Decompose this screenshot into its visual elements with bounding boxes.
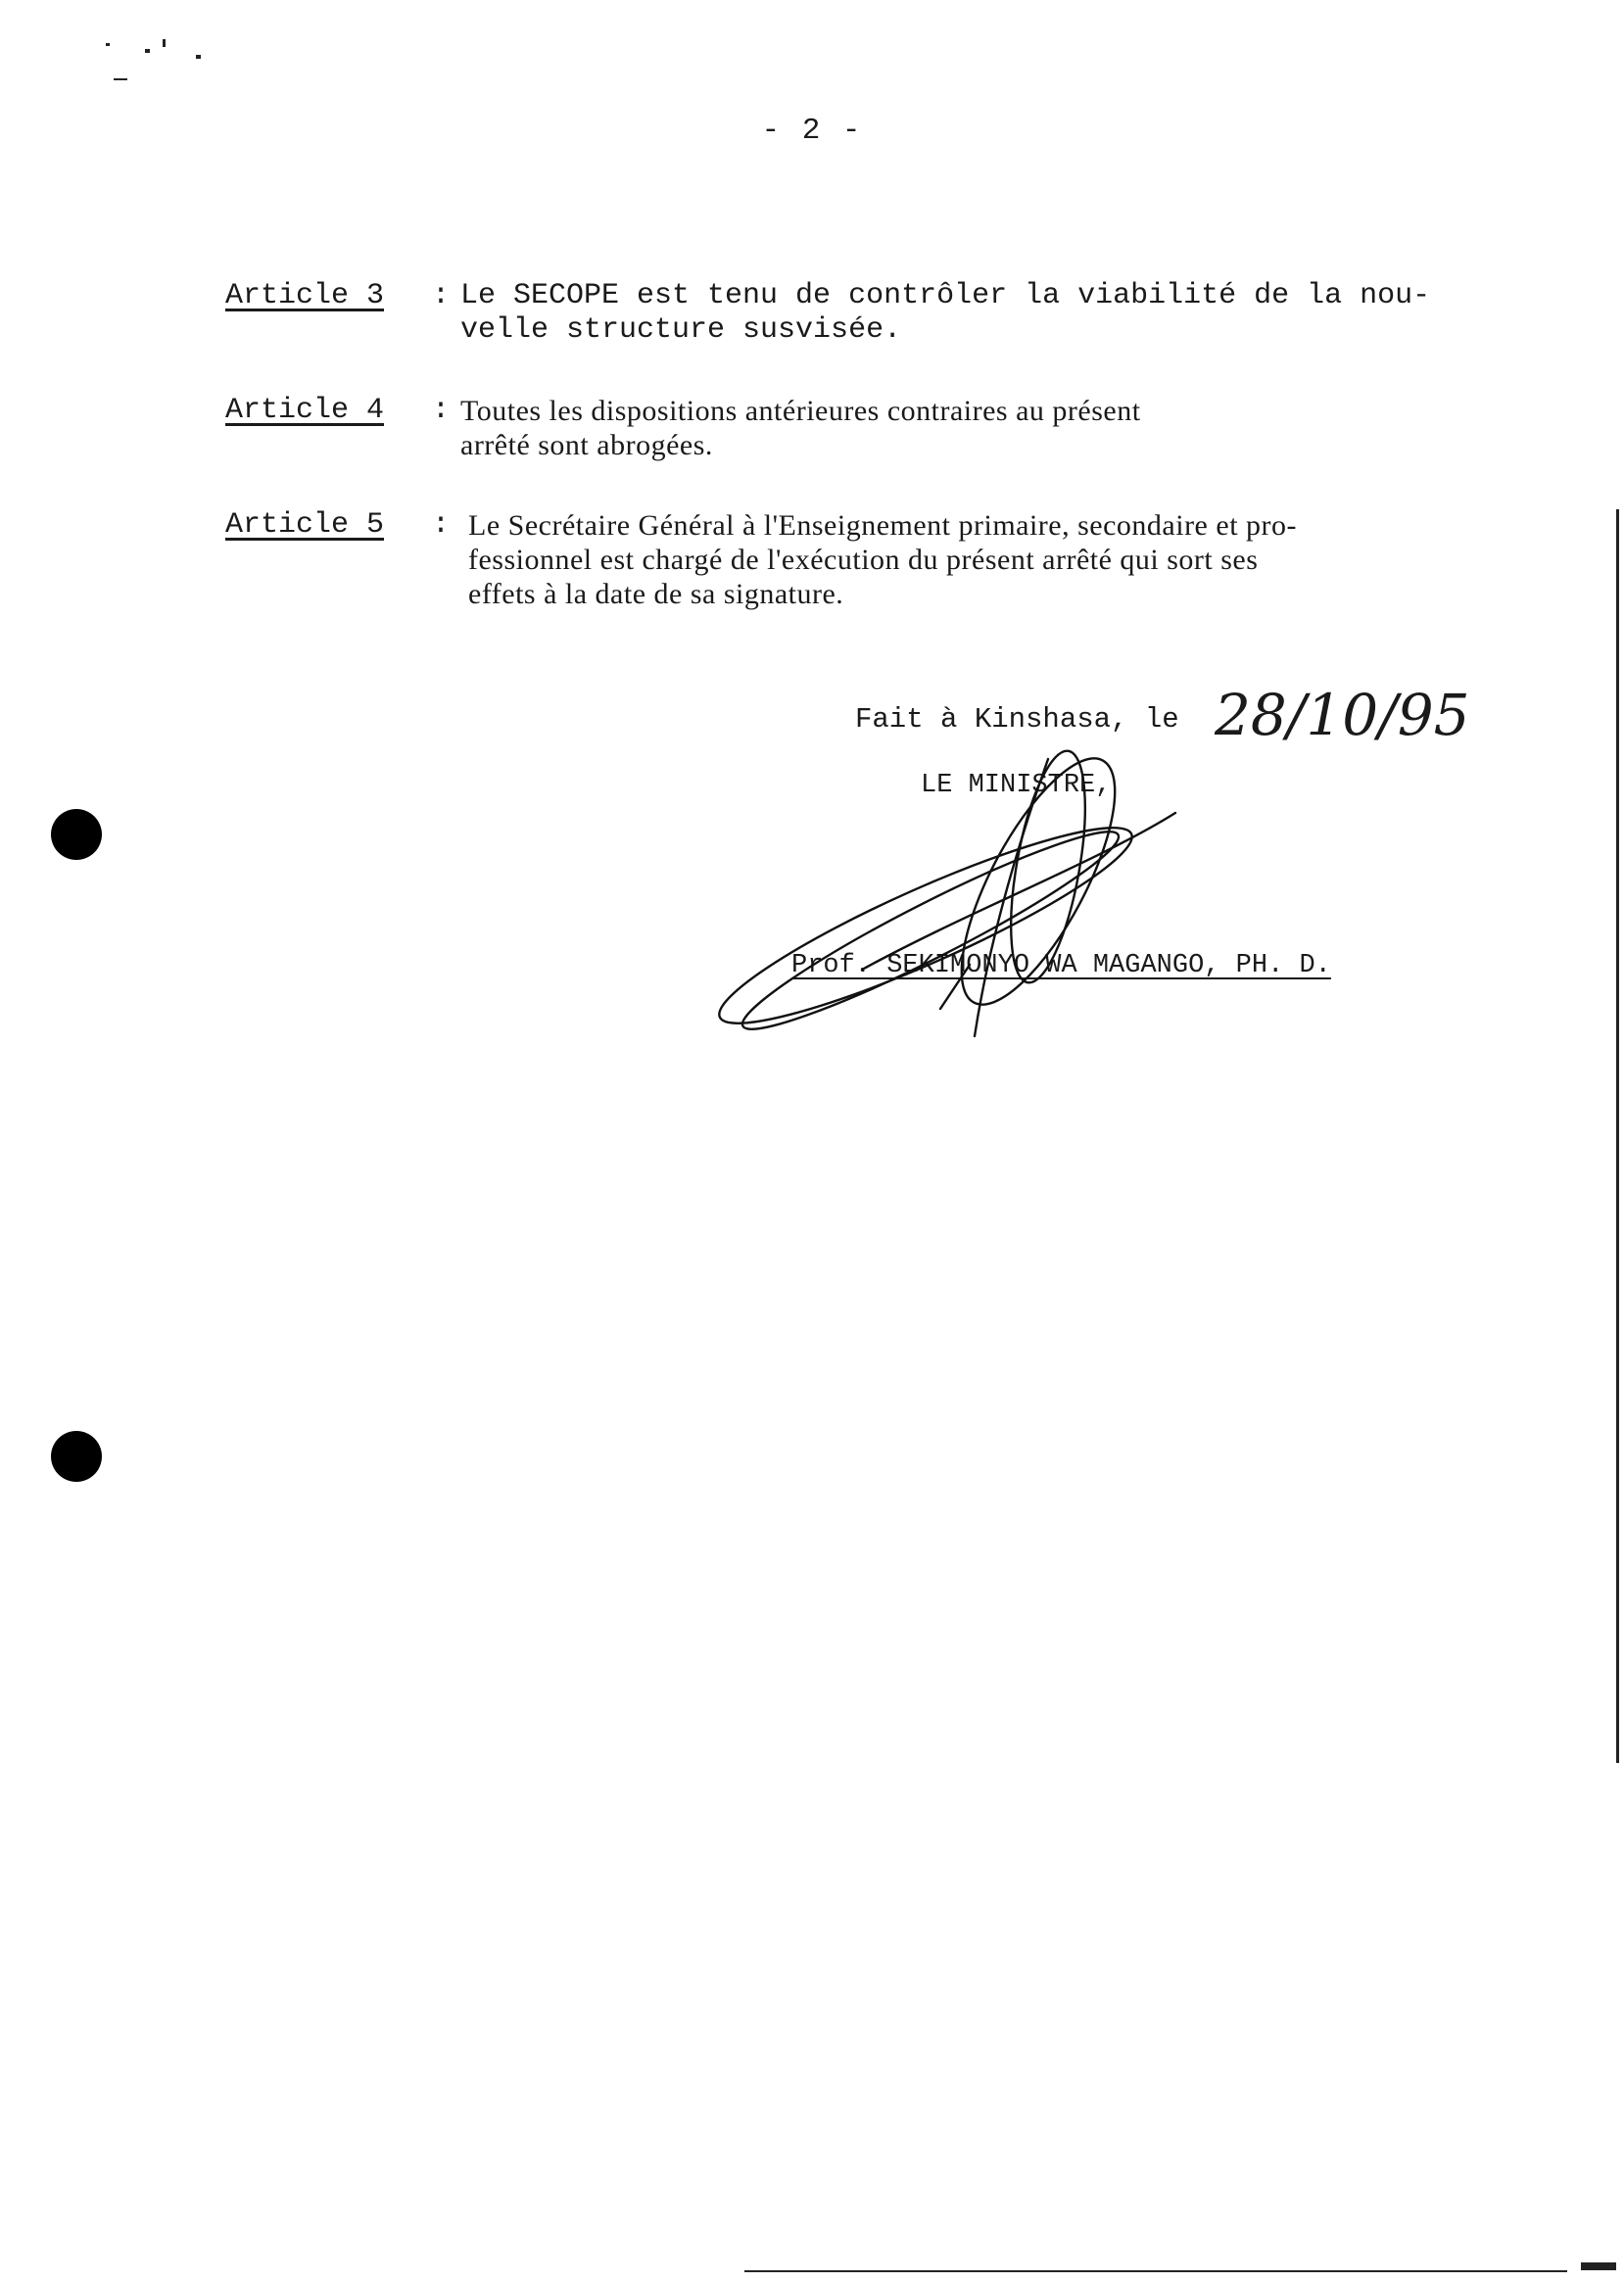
scan-speck [196, 55, 201, 59]
scan-speck [106, 43, 110, 46]
punch-hole [51, 809, 102, 860]
scan-speck [163, 39, 166, 47]
article-colon: : [431, 394, 450, 427]
page-number: - 2 - [761, 114, 863, 148]
scan-edge-mark [1581, 2262, 1616, 2270]
article-label: Article 5 [225, 508, 385, 542]
handwritten-date: 28/10/95 [1215, 682, 1470, 748]
signatory-name: Prof. SEKIMONYO WA MAGANGO, PH. D. [791, 951, 1331, 980]
article-colon: : [431, 508, 450, 542]
article-5 [225, 508, 1577, 611]
article-text: Le SECOPE est tenu de contrôler la viabilité de la nou- velle structure susvisée. [460, 279, 1431, 347]
article-label: Article 4 [225, 394, 385, 427]
article-text: Le Secrétaire Général à l'Enseignement primaire, secondaire et pro- fessionnel est chargé de l'exécution du présent arrêté qui sort ses effets à la date de sa signature. [468, 509, 1298, 610]
scan-speck [114, 78, 127, 80]
article-text: Toutes les dispositions antérieures contraires au présent arrêté sont abrogées. [460, 395, 1141, 461]
scan-edge-line [744, 2270, 1567, 2272]
minister-title: LE MINISTRE, [921, 771, 1112, 800]
article-label: Article 3 [225, 279, 385, 312]
scan-edge-line [1616, 509, 1619, 1763]
article-colon: : [431, 279, 450, 312]
scan-speck [145, 49, 150, 53]
article-4 [225, 394, 1577, 462]
punch-hole [51, 1431, 102, 1482]
place-line: Fait à Kinshasa, le [855, 703, 1179, 736]
article-3 [225, 279, 1577, 348]
